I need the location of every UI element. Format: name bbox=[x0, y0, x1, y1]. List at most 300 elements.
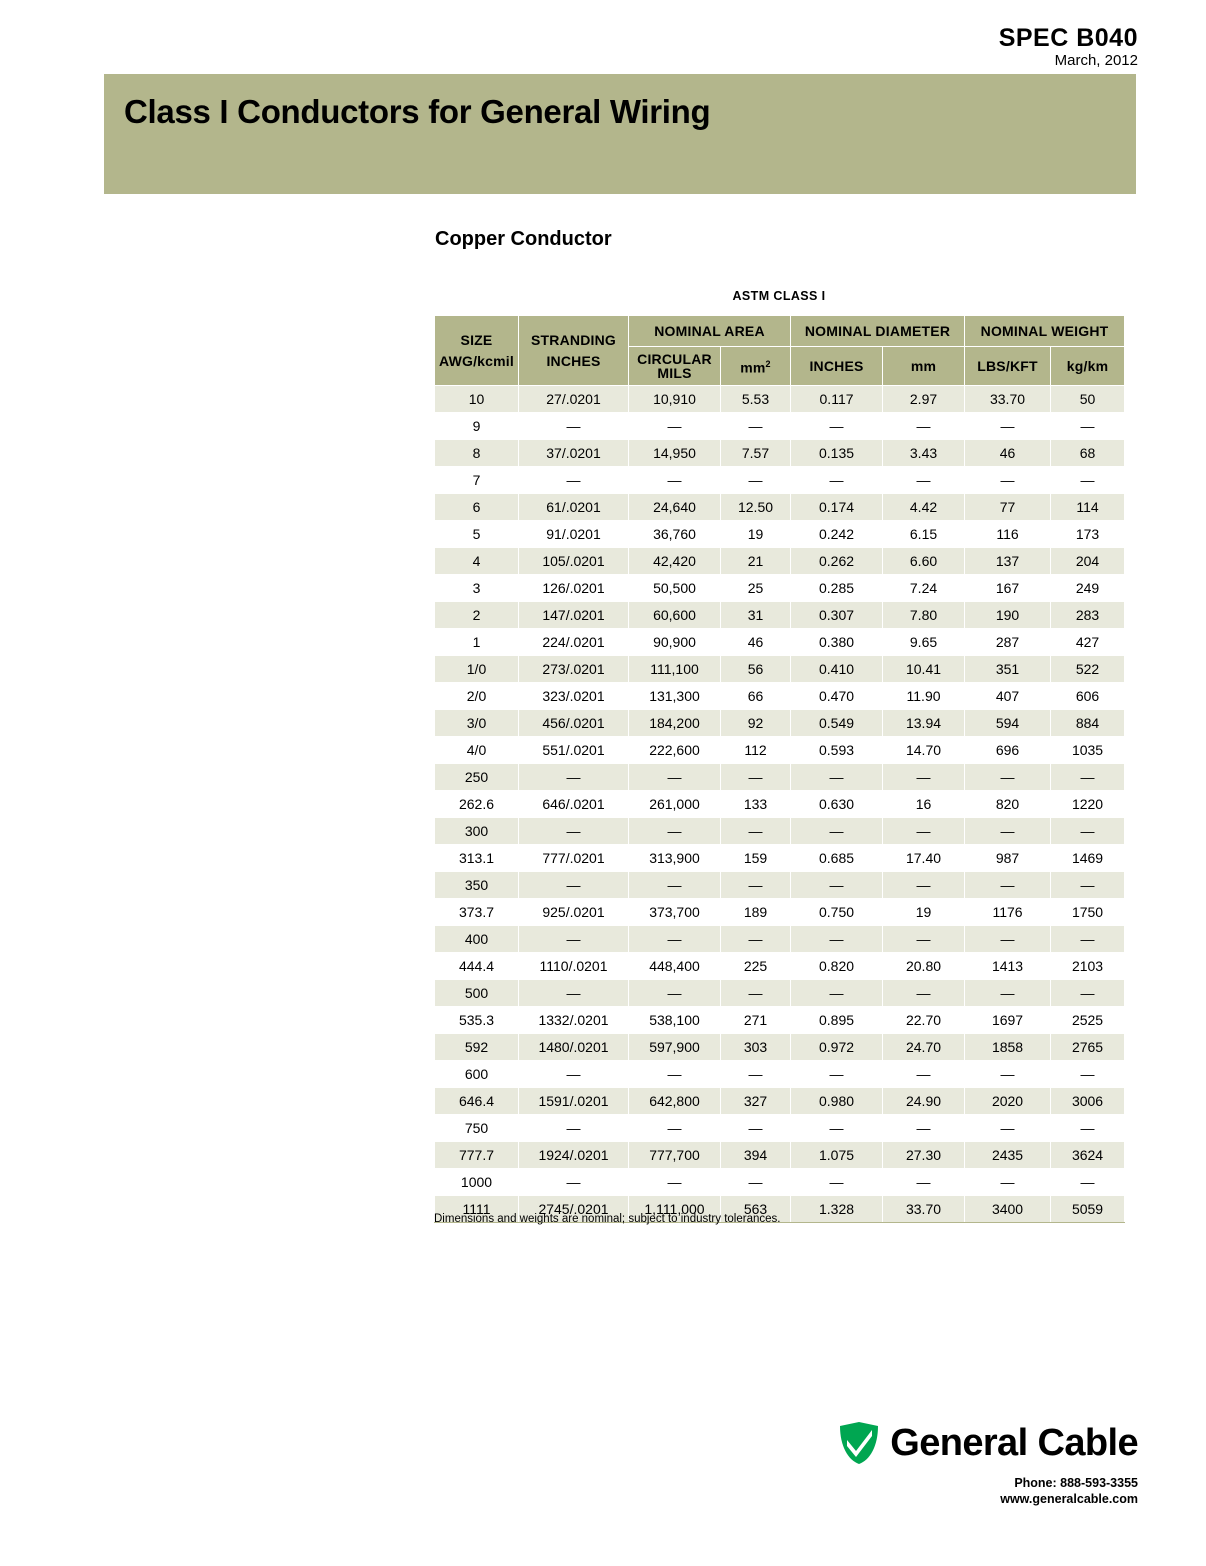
cell-diam-inches: — bbox=[791, 1169, 883, 1196]
cell-diam-inches: 0.630 bbox=[791, 791, 883, 818]
page-title: Class I Conductors for General Wiring bbox=[124, 93, 711, 130]
cell-weight-lbs: — bbox=[965, 1115, 1051, 1142]
cell-circular-mils: 24,640 bbox=[629, 494, 721, 521]
cell-weight-lbs: 77 bbox=[965, 494, 1051, 521]
cell-diam-inches: — bbox=[791, 413, 883, 440]
title-banner bbox=[104, 74, 1136, 194]
table-row bbox=[435, 791, 1125, 818]
footer-phone: Phone: 888-593-3355 bbox=[1014, 1476, 1138, 1490]
cell-circular-mils: 60,600 bbox=[629, 602, 721, 629]
cell-weight-kg: 3006 bbox=[1051, 1088, 1125, 1115]
cell-circular-mils: 1,111,000 bbox=[629, 1196, 721, 1223]
cell-stranding: 925/.0201 bbox=[519, 899, 629, 926]
footer-logo-block bbox=[698, 1420, 1138, 1506]
cell-stranding: 27/.0201 bbox=[519, 386, 629, 413]
cell-circular-mils: 777,700 bbox=[629, 1142, 721, 1169]
cell-mm2: — bbox=[721, 413, 791, 440]
cell-weight-kg: — bbox=[1051, 818, 1125, 845]
cell-size: 4 bbox=[435, 548, 519, 575]
logo-row bbox=[698, 1420, 1138, 1466]
cell-stranding: 646/.0201 bbox=[519, 791, 629, 818]
cell-size: 7 bbox=[435, 467, 519, 494]
cell-mm2: 7.57 bbox=[721, 440, 791, 467]
cell-size: 9 bbox=[435, 413, 519, 440]
cell-size: 300 bbox=[435, 818, 519, 845]
cell-weight-lbs: 1858 bbox=[965, 1034, 1051, 1061]
cell-weight-lbs: 987 bbox=[965, 845, 1051, 872]
cell-mm2: 25 bbox=[721, 575, 791, 602]
cell-diam-mm: 11.90 bbox=[883, 683, 965, 710]
cell-diam-inches: 0.820 bbox=[791, 953, 883, 980]
cell-circular-mils: — bbox=[629, 980, 721, 1007]
table-row bbox=[435, 980, 1125, 1007]
cell-stranding: — bbox=[519, 764, 629, 791]
cell-size: 1/0 bbox=[435, 656, 519, 683]
cell-diam-inches: 0.242 bbox=[791, 521, 883, 548]
header-diam-mm: mm bbox=[883, 347, 965, 386]
cell-size: 535.3 bbox=[435, 1007, 519, 1034]
cell-mm2: 66 bbox=[721, 683, 791, 710]
cell-diam-mm: — bbox=[883, 1169, 965, 1196]
table-row bbox=[435, 575, 1125, 602]
cell-weight-lbs: 2435 bbox=[965, 1142, 1051, 1169]
cell-diam-inches: 0.410 bbox=[791, 656, 883, 683]
cell-stranding: 224/.0201 bbox=[519, 629, 629, 656]
cell-mm2: 5.53 bbox=[721, 386, 791, 413]
table-row bbox=[435, 1142, 1125, 1169]
table-row bbox=[435, 440, 1125, 467]
cell-size: 777.7 bbox=[435, 1142, 519, 1169]
table-row bbox=[435, 1034, 1125, 1061]
cell-stranding: — bbox=[519, 1115, 629, 1142]
cell-mm2: — bbox=[721, 818, 791, 845]
cell-stranding: 1924/.0201 bbox=[519, 1142, 629, 1169]
cell-diam-inches: — bbox=[791, 764, 883, 791]
cell-diam-inches: 0.307 bbox=[791, 602, 883, 629]
cell-circular-mils: — bbox=[629, 413, 721, 440]
cell-size: 400 bbox=[435, 926, 519, 953]
cell-circular-mils: 14,950 bbox=[629, 440, 721, 467]
section-title: Copper Conductor bbox=[435, 228, 612, 250]
cell-diam-inches: 1.328 bbox=[791, 1196, 883, 1223]
cell-stranding: 61/.0201 bbox=[519, 494, 629, 521]
cell-diam-mm: 7.80 bbox=[883, 602, 965, 629]
table-row bbox=[435, 818, 1125, 845]
cell-diam-inches: — bbox=[791, 1061, 883, 1088]
cell-stranding: 323/.0201 bbox=[519, 683, 629, 710]
table-row bbox=[435, 1169, 1125, 1196]
cell-size: 373.7 bbox=[435, 899, 519, 926]
cell-stranding: 105/.0201 bbox=[519, 548, 629, 575]
table-row bbox=[435, 1007, 1125, 1034]
table-row bbox=[435, 845, 1125, 872]
cell-weight-lbs: 2020 bbox=[965, 1088, 1051, 1115]
cell-diam-mm: 24.90 bbox=[883, 1088, 965, 1115]
cell-size: 10 bbox=[435, 386, 519, 413]
cell-size: 1111 bbox=[435, 1196, 519, 1223]
table-row bbox=[435, 710, 1125, 737]
cell-weight-kg: — bbox=[1051, 926, 1125, 953]
cell-size: 250 bbox=[435, 764, 519, 791]
cell-weight-kg: — bbox=[1051, 872, 1125, 899]
header-stranding-sub: INCHES bbox=[546, 353, 601, 369]
cell-weight-lbs: 696 bbox=[965, 737, 1051, 764]
table-row bbox=[435, 737, 1125, 764]
cell-stranding: 1332/.0201 bbox=[519, 1007, 629, 1034]
cell-stranding: — bbox=[519, 413, 629, 440]
cell-size: 600 bbox=[435, 1061, 519, 1088]
cell-mm2: — bbox=[721, 1061, 791, 1088]
cell-diam-mm: 33.70 bbox=[883, 1196, 965, 1223]
cell-diam-inches: 0.593 bbox=[791, 737, 883, 764]
cell-diam-inches: 0.470 bbox=[791, 683, 883, 710]
cell-circular-mils: 597,900 bbox=[629, 1034, 721, 1061]
cell-weight-lbs: — bbox=[965, 980, 1051, 1007]
cell-size: 1000 bbox=[435, 1169, 519, 1196]
cell-size: 4/0 bbox=[435, 737, 519, 764]
cell-size: 646.4 bbox=[435, 1088, 519, 1115]
cell-weight-kg: 114 bbox=[1051, 494, 1125, 521]
table-row bbox=[435, 1088, 1125, 1115]
cell-mm2: 133 bbox=[721, 791, 791, 818]
cell-circular-mils: 642,800 bbox=[629, 1088, 721, 1115]
header-stranding bbox=[519, 316, 629, 386]
spec-date: March, 2012 bbox=[1054, 52, 1138, 69]
cell-size: 3 bbox=[435, 575, 519, 602]
cell-mm2: 56 bbox=[721, 656, 791, 683]
cell-circular-mils: 36,760 bbox=[629, 521, 721, 548]
cell-diam-inches: 0.750 bbox=[791, 899, 883, 926]
cell-weight-kg: — bbox=[1051, 1169, 1125, 1196]
cell-weight-kg: 1750 bbox=[1051, 899, 1125, 926]
cell-stranding: 37/.0201 bbox=[519, 440, 629, 467]
cell-diam-inches: — bbox=[791, 872, 883, 899]
cell-circular-mils: 222,600 bbox=[629, 737, 721, 764]
table-row bbox=[435, 1061, 1125, 1088]
spec-code: SPEC B040 bbox=[998, 24, 1138, 52]
header-size-sub: AWG/kcmil bbox=[439, 353, 514, 369]
cell-size: 313.1 bbox=[435, 845, 519, 872]
cell-weight-kg: 68 bbox=[1051, 440, 1125, 467]
cell-size: 592 bbox=[435, 1034, 519, 1061]
cell-weight-kg: 1469 bbox=[1051, 845, 1125, 872]
cell-diam-inches: 0.685 bbox=[791, 845, 883, 872]
cell-diam-mm: 13.94 bbox=[883, 710, 965, 737]
cell-weight-lbs: 190 bbox=[965, 602, 1051, 629]
cell-mm2: 327 bbox=[721, 1088, 791, 1115]
cell-circular-mils: 90,900 bbox=[629, 629, 721, 656]
cell-circular-mils: 131,300 bbox=[629, 683, 721, 710]
table-footnote: Dimensions and weights are nominal; subject to industry tolerances. bbox=[434, 1213, 781, 1225]
cell-size: 750 bbox=[435, 1115, 519, 1142]
cell-mm2: 189 bbox=[721, 899, 791, 926]
cell-diam-inches: — bbox=[791, 926, 883, 953]
cell-weight-kg: — bbox=[1051, 764, 1125, 791]
cell-diam-mm: 7.24 bbox=[883, 575, 965, 602]
header-diam-inches: INCHES bbox=[791, 347, 883, 386]
cell-weight-lbs: 137 bbox=[965, 548, 1051, 575]
cell-weight-lbs: — bbox=[965, 1169, 1051, 1196]
cell-diam-mm: — bbox=[883, 467, 965, 494]
cell-weight-kg: 522 bbox=[1051, 656, 1125, 683]
cell-weight-kg: 2765 bbox=[1051, 1034, 1125, 1061]
cell-diam-mm: 20.80 bbox=[883, 953, 965, 980]
table-row bbox=[435, 1115, 1125, 1142]
cell-weight-lbs: — bbox=[965, 764, 1051, 791]
cell-weight-kg: — bbox=[1051, 1115, 1125, 1142]
cell-mm2: — bbox=[721, 764, 791, 791]
shield-icon bbox=[836, 1420, 882, 1466]
header-circular-mils: CIRCULAR MILS bbox=[629, 347, 721, 386]
cell-weight-lbs: 167 bbox=[965, 575, 1051, 602]
header-mm2-text: mm bbox=[740, 359, 766, 376]
cell-circular-mils: — bbox=[629, 1115, 721, 1142]
cell-mm2: 271 bbox=[721, 1007, 791, 1034]
cell-mm2: 563 bbox=[721, 1196, 791, 1223]
cell-diam-mm: 6.60 bbox=[883, 548, 965, 575]
cell-circular-mils: — bbox=[629, 467, 721, 494]
cell-size: 3/0 bbox=[435, 710, 519, 737]
cell-stranding: — bbox=[519, 467, 629, 494]
conductor-table bbox=[434, 315, 1125, 1223]
header-mm2-sup: 2 bbox=[765, 359, 771, 370]
cell-stranding: 2745/.0201 bbox=[519, 1196, 629, 1223]
cell-weight-lbs: 46 bbox=[965, 440, 1051, 467]
cell-diam-mm: 3.43 bbox=[883, 440, 965, 467]
cell-stranding: 1591/.0201 bbox=[519, 1088, 629, 1115]
cell-weight-kg: 5059 bbox=[1051, 1196, 1125, 1223]
cell-weight-kg: 283 bbox=[1051, 602, 1125, 629]
table-row bbox=[435, 656, 1125, 683]
cell-diam-mm: 9.65 bbox=[883, 629, 965, 656]
table-row bbox=[435, 899, 1125, 926]
cell-diam-inches: 0.972 bbox=[791, 1034, 883, 1061]
conductor-table-wrapper bbox=[434, 315, 1124, 1223]
cell-circular-mils: — bbox=[629, 1169, 721, 1196]
cell-weight-kg: 2103 bbox=[1051, 953, 1125, 980]
cell-diam-mm: 6.15 bbox=[883, 521, 965, 548]
cell-mm2: 12.50 bbox=[721, 494, 791, 521]
cell-mm2: 112 bbox=[721, 737, 791, 764]
cell-mm2: — bbox=[721, 467, 791, 494]
cell-diam-inches: 0.895 bbox=[791, 1007, 883, 1034]
cell-circular-mils: 313,900 bbox=[629, 845, 721, 872]
cell-weight-lbs: 116 bbox=[965, 521, 1051, 548]
cell-weight-lbs: 407 bbox=[965, 683, 1051, 710]
cell-diam-mm: 17.40 bbox=[883, 845, 965, 872]
cell-weight-kg: 1220 bbox=[1051, 791, 1125, 818]
cell-stranding: — bbox=[519, 1061, 629, 1088]
cell-diam-inches: — bbox=[791, 467, 883, 494]
header-nominal-diameter: NOMINAL DIAMETER bbox=[791, 316, 965, 347]
cell-mm2: — bbox=[721, 926, 791, 953]
cell-weight-lbs: — bbox=[965, 413, 1051, 440]
cell-size: 500 bbox=[435, 980, 519, 1007]
cell-diam-mm: 2.97 bbox=[883, 386, 965, 413]
cell-diam-mm: — bbox=[883, 872, 965, 899]
cell-weight-lbs: 1413 bbox=[965, 953, 1051, 980]
cell-weight-kg: 427 bbox=[1051, 629, 1125, 656]
cell-diam-mm: 27.30 bbox=[883, 1142, 965, 1169]
cell-weight-kg: 884 bbox=[1051, 710, 1125, 737]
cell-mm2: 46 bbox=[721, 629, 791, 656]
cell-weight-kg: 204 bbox=[1051, 548, 1125, 575]
cell-weight-kg: 50 bbox=[1051, 386, 1125, 413]
cell-weight-kg: 173 bbox=[1051, 521, 1125, 548]
cell-circular-mils: 448,400 bbox=[629, 953, 721, 980]
header-weight-kg: kg/km bbox=[1051, 347, 1125, 386]
cell-weight-lbs: 351 bbox=[965, 656, 1051, 683]
header-weight-lbs: LBS/KFT bbox=[965, 347, 1051, 386]
cell-circular-mils: — bbox=[629, 818, 721, 845]
cell-diam-inches: — bbox=[791, 980, 883, 1007]
cell-diam-inches: 0.980 bbox=[791, 1088, 883, 1115]
cell-weight-kg: 3624 bbox=[1051, 1142, 1125, 1169]
cell-stranding: 91/.0201 bbox=[519, 521, 629, 548]
cell-mm2: — bbox=[721, 1169, 791, 1196]
cell-weight-kg: — bbox=[1051, 413, 1125, 440]
cell-mm2: 394 bbox=[721, 1142, 791, 1169]
cell-circular-mils: 373,700 bbox=[629, 899, 721, 926]
cell-size: 262.6 bbox=[435, 791, 519, 818]
cell-diam-mm: 10.41 bbox=[883, 656, 965, 683]
cell-diam-mm: 14.70 bbox=[883, 737, 965, 764]
cell-diam-inches: 0.285 bbox=[791, 575, 883, 602]
cell-size: 5 bbox=[435, 521, 519, 548]
cell-diam-inches: — bbox=[791, 818, 883, 845]
cell-diam-mm: 4.42 bbox=[883, 494, 965, 521]
cell-mm2: — bbox=[721, 872, 791, 899]
header-mm2 bbox=[721, 347, 791, 386]
table-row bbox=[435, 683, 1125, 710]
cell-stranding: 1480/.0201 bbox=[519, 1034, 629, 1061]
table-row bbox=[435, 926, 1125, 953]
cell-circular-mils: — bbox=[629, 872, 721, 899]
cell-mm2: 225 bbox=[721, 953, 791, 980]
cell-weight-lbs: 594 bbox=[965, 710, 1051, 737]
cell-stranding: — bbox=[519, 1169, 629, 1196]
cell-stranding: 1110/.0201 bbox=[519, 953, 629, 980]
cell-circular-mils: 261,000 bbox=[629, 791, 721, 818]
cell-mm2: 19 bbox=[721, 521, 791, 548]
cell-diam-inches: 0.117 bbox=[791, 386, 883, 413]
table-row bbox=[435, 602, 1125, 629]
table-head bbox=[435, 316, 1125, 386]
cell-diam-inches: 0.380 bbox=[791, 629, 883, 656]
table-caption: ASTM CLASS I bbox=[732, 289, 826, 303]
cell-weight-lbs: 287 bbox=[965, 629, 1051, 656]
cell-circular-mils: 538,100 bbox=[629, 1007, 721, 1034]
cell-size: 350 bbox=[435, 872, 519, 899]
cell-circular-mils: 42,420 bbox=[629, 548, 721, 575]
cell-weight-kg: — bbox=[1051, 980, 1125, 1007]
cell-circular-mils: — bbox=[629, 764, 721, 791]
cell-mm2: 159 bbox=[721, 845, 791, 872]
cell-stranding: 147/.0201 bbox=[519, 602, 629, 629]
cell-weight-lbs: 33.70 bbox=[965, 386, 1051, 413]
cell-diam-mm: — bbox=[883, 764, 965, 791]
table-row bbox=[435, 548, 1125, 575]
cell-diam-mm: — bbox=[883, 818, 965, 845]
cell-size: 2 bbox=[435, 602, 519, 629]
header-nominal-area: NOMINAL AREA bbox=[629, 316, 791, 347]
cell-diam-mm: 22.70 bbox=[883, 1007, 965, 1034]
table-row bbox=[435, 467, 1125, 494]
cell-stranding: — bbox=[519, 818, 629, 845]
table-row bbox=[435, 629, 1125, 656]
cell-stranding: 456/.0201 bbox=[519, 710, 629, 737]
cell-weight-lbs: — bbox=[965, 872, 1051, 899]
cell-weight-kg: 1035 bbox=[1051, 737, 1125, 764]
cell-circular-mils: 10,910 bbox=[629, 386, 721, 413]
table-row bbox=[435, 953, 1125, 980]
table-row bbox=[435, 872, 1125, 899]
cell-weight-kg: — bbox=[1051, 467, 1125, 494]
cell-weight-kg: 249 bbox=[1051, 575, 1125, 602]
cell-mm2: — bbox=[721, 1115, 791, 1142]
cell-diam-mm: — bbox=[883, 980, 965, 1007]
cell-circular-mils: 111,100 bbox=[629, 656, 721, 683]
cell-weight-kg: 606 bbox=[1051, 683, 1125, 710]
table-body bbox=[435, 386, 1125, 1223]
cell-stranding: 126/.0201 bbox=[519, 575, 629, 602]
cell-weight-lbs: 1176 bbox=[965, 899, 1051, 926]
cell-size: 444.4 bbox=[435, 953, 519, 980]
cell-stranding: — bbox=[519, 926, 629, 953]
cell-weight-lbs: 820 bbox=[965, 791, 1051, 818]
cell-diam-inches: 0.549 bbox=[791, 710, 883, 737]
cell-weight-lbs: 3400 bbox=[965, 1196, 1051, 1223]
cell-circular-mils: 184,200 bbox=[629, 710, 721, 737]
cell-weight-kg: — bbox=[1051, 1061, 1125, 1088]
table-group-header-row bbox=[435, 316, 1125, 347]
cell-size: 2/0 bbox=[435, 683, 519, 710]
cell-mm2: 21 bbox=[721, 548, 791, 575]
cell-diam-mm: 19 bbox=[883, 899, 965, 926]
cell-stranding: 273/.0201 bbox=[519, 656, 629, 683]
cell-diam-inches: — bbox=[791, 1115, 883, 1142]
cell-circular-mils: — bbox=[629, 926, 721, 953]
cell-diam-inches: 0.135 bbox=[791, 440, 883, 467]
cell-circular-mils: 50,500 bbox=[629, 575, 721, 602]
cell-diam-mm: 24.70 bbox=[883, 1034, 965, 1061]
table-row bbox=[435, 413, 1125, 440]
header-nominal-weight: NOMINAL WEIGHT bbox=[965, 316, 1125, 347]
cell-circular-mils: — bbox=[629, 1061, 721, 1088]
cell-size: 8 bbox=[435, 440, 519, 467]
cell-diam-mm: — bbox=[883, 926, 965, 953]
cell-stranding: — bbox=[519, 980, 629, 1007]
header-stranding-group: STRANDING bbox=[530, 332, 617, 348]
cell-weight-lbs: 1697 bbox=[965, 1007, 1051, 1034]
table-row bbox=[435, 521, 1125, 548]
cell-diam-inches: 0.262 bbox=[791, 548, 883, 575]
cell-weight-lbs: — bbox=[965, 1061, 1051, 1088]
header-size bbox=[435, 316, 519, 386]
cell-weight-kg: 2525 bbox=[1051, 1007, 1125, 1034]
header-size-group: SIZE bbox=[460, 332, 493, 348]
table-row bbox=[435, 494, 1125, 521]
cell-mm2: 31 bbox=[721, 602, 791, 629]
cell-stranding: 777/.0201 bbox=[519, 845, 629, 872]
footer-website[interactable]: www.generalcable.com bbox=[1000, 1492, 1138, 1506]
cell-mm2: 303 bbox=[721, 1034, 791, 1061]
cell-weight-lbs: — bbox=[965, 818, 1051, 845]
table-row bbox=[435, 386, 1125, 413]
cell-stranding: — bbox=[519, 872, 629, 899]
cell-diam-inches: 0.174 bbox=[791, 494, 883, 521]
cell-size: 6 bbox=[435, 494, 519, 521]
